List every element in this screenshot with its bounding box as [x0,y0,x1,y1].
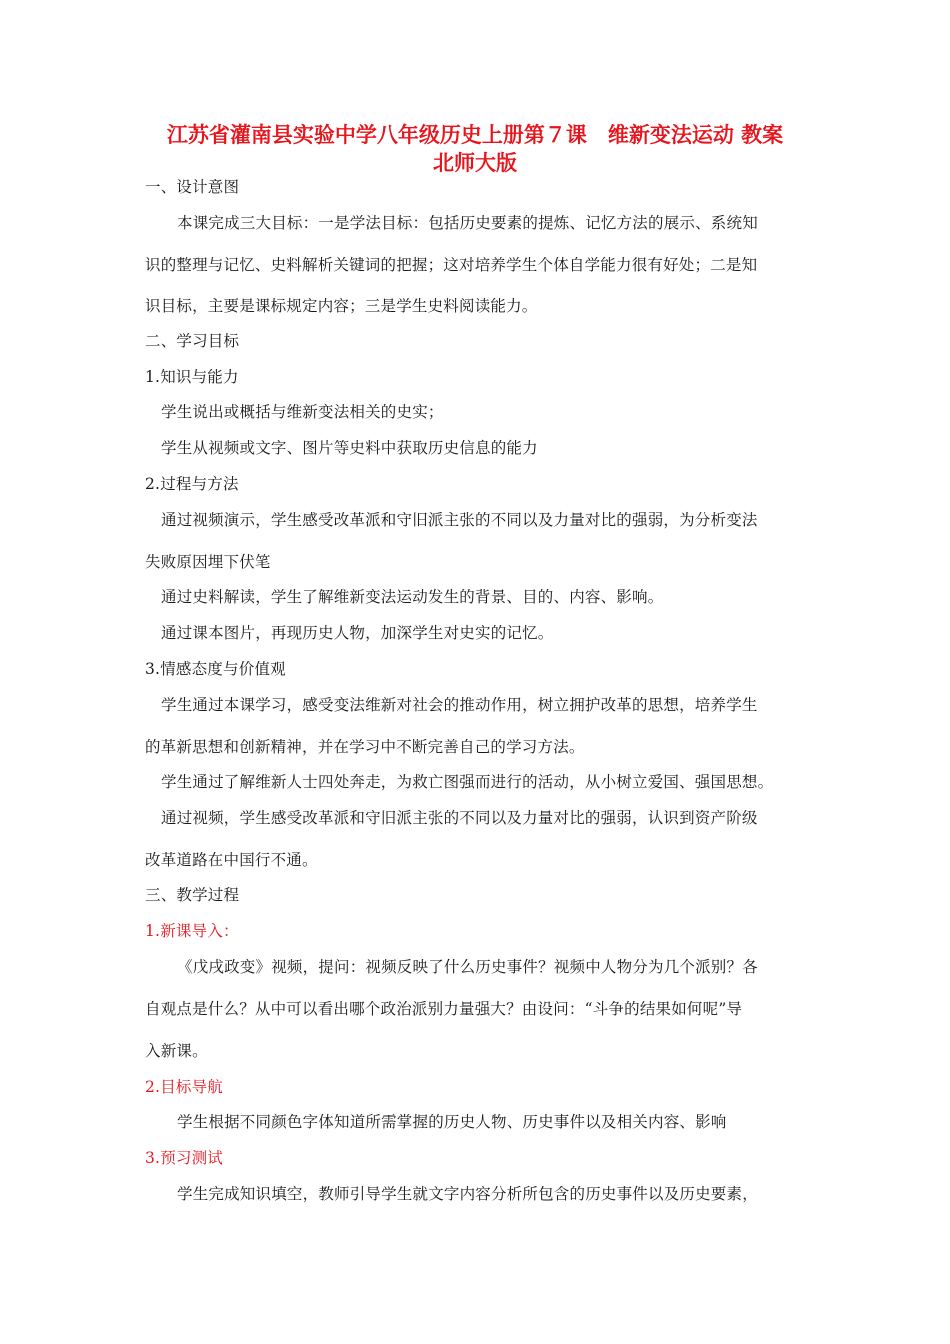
step-heading-goal-navigation: 2.目标导航 [145,1078,223,1096]
paragraph-line: 失败原因埋下伏笔 [145,553,271,571]
paragraph-line: 学生通过本课学习，感受变法维新对社会的推动作用，树立拥护改革的思想，培养学生 [161,696,758,714]
subsection-heading-knowledge: 1.知识与能力 [145,368,239,386]
paragraph-line: 改革道路在中国行不通。 [145,851,318,869]
paragraph-line: 学生通过了解维新人士四处奔走，为救亡图强而进行的活动，从小树立爱国、强国思想。 [161,773,774,791]
paragraph-line: 识目标，主要是课标规定内容；三是学生史料阅读能力。 [145,297,538,315]
paragraph-line: 《戊戌政变》视频，提问：视频反映了什么历史事件？视频中人物分为几个派别？各 [177,958,758,976]
paragraph-line: 学生说出或概括与维新变法相关的史实； [161,403,444,421]
paragraph-line: 通过视频演示，学生感受改革派和守旧派主张的不同以及力量对比的强弱，为分析变法 [161,511,758,529]
step-heading-preview-test: 3.预习测试 [145,1149,223,1167]
step-heading-introduction: 1.新课导入： [145,922,239,940]
paragraph-line: 学生根据不同颜色字体知道所需掌握的历史人物、历史事件以及相关内容、影响 [177,1113,727,1131]
paragraph-line: 识的整理与记忆、史料解析关键词的把握；这对培养学生个体自学能力很有好处；二是知 [145,256,758,274]
paragraph-line: 通过史料解读，学生了解维新变法运动发生的背景、目的、内容、影响。 [161,588,664,606]
document-title-line1: 江苏省灌南县实验中学八年级历史上册第７课 维新变法运动 教案 [166,123,784,147]
paragraph-line: 学生从视频或文字、图片等史料中获取历史信息的能力 [161,439,538,457]
paragraph-line: 自观点是什么？从中可以看出哪个政治派别力量强大？由设问：“斗争的结果如何呢”导 [145,1000,743,1018]
paragraph-line: 的革新思想和创新精神，并在学习中不断完善自己的学习方法。 [145,738,585,756]
document-title-line2: 北师大版 [433,151,517,175]
section-heading-design-intent: 一、设计意图 [145,178,240,196]
subsection-heading-values: 3.情感态度与价值观 [145,660,286,678]
paragraph-line: 学生完成知识填空，教师引导学生就文字内容分析所包含的历史事件以及历史要素， [177,1185,758,1203]
subsection-heading-process: 2.过程与方法 [145,475,239,493]
paragraph-line: 通过视频，学生感受改革派和守旧派主张的不同以及力量对比的强弱，认识到资产阶级 [161,809,758,827]
paragraph-line: 通过课本图片，再现历史人物，加深学生对史实的记忆。 [161,624,554,642]
section-heading-teaching-process: 三、教学过程 [145,886,240,904]
paragraph-line: 入新课。 [145,1042,208,1060]
section-heading-learning-goals: 二、学习目标 [145,332,240,350]
paragraph-line: 本课完成三大目标：一是学法目标：包括历史要素的提炼、记忆方法的展示、系统知 [177,214,758,232]
